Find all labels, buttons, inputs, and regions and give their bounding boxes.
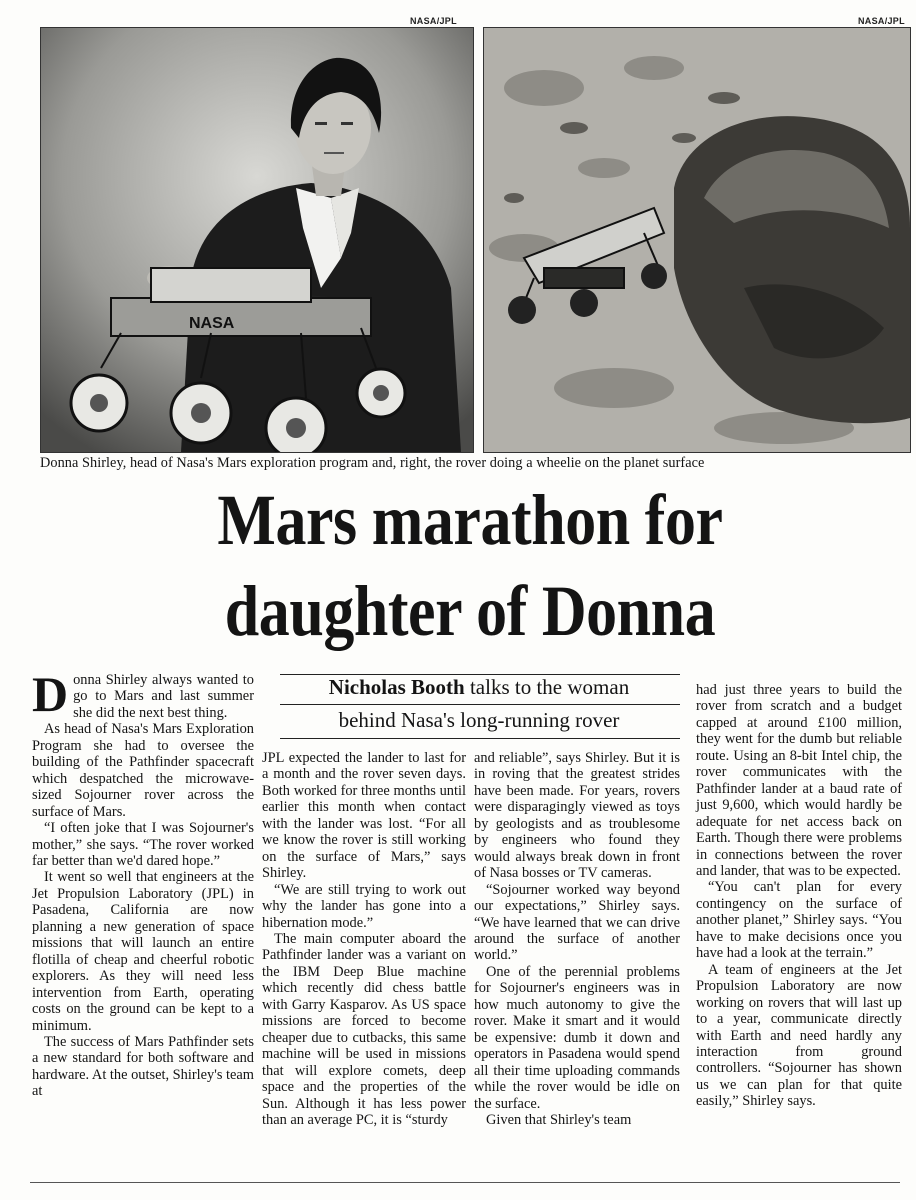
photo-caption: Donna Shirley, head of Nasa's Mars exploration program and, right, the rover doing a wheelie on the planet surface <box>40 455 705 471</box>
article-paragraph: The main computer aboard the Pathfinder lander was a variant on the IBM Deep Blue machine which recently did chess battle with Garry Kasparov. As US space missions are forced to become cheaper due to cutbacks, this same machine will be used in missions that will explore comets, deep space and the properties of the Sun. Although it has less power than an average PC, it is “sturdy <box>262 930 466 1128</box>
byline-line-1 <box>270 675 688 700</box>
article-paragraph: “Sojourner worked way beyond our expectations,” Shirley says. “We have learned that we can drive around the surface of another world.” <box>474 881 680 964</box>
article-paragraph: “You can't plan for every contingency on the surface of another planet,” Shirley says. “You have to make decisions once you have had a look at the terrain.” <box>696 879 902 962</box>
article-column-3 <box>474 750 680 1128</box>
article-column-4 <box>696 682 902 1110</box>
byline-line-2: behind Nasa's long-running rover <box>338 708 620 732</box>
article-paragraph: A team of engineers at the Jet Propulsion Laboratory are now working on rovers that will last up to a year, communicate directly with Earth and need hardly any interaction from ground controllers. “Sojourner has shown us we can plan for that quite easily,” Shirley says. <box>696 961 902 1110</box>
author-name: Nicholas Booth <box>328 675 465 699</box>
article-column-1 <box>32 666 254 1100</box>
drop-cap: D <box>32 666 69 722</box>
article-paragraph: Donna Shirley always wanted to go to Mars and last summer she did the next best thing. <box>32 666 254 722</box>
article-paragraph: had just three years to build the rover from scratch and a budget capped at around £100 million, they went for the dumb but reliable route. Using an 8-bit Intel chip, the rover communicates with the Pathfinder lander at a baud rate of just 9,600, which would hardly be adequate for net access back on Earth. Though there were problems in connections between the rover and lander, that was to be expected. <box>696 682 902 879</box>
article-paragraph: It went so well that engineers at the Jet Propulsion Laboratory (JPL) in Pasadena, California are now planning a new generation of space missions that will launch an entire flotilla of cheap and cheerful robotic explorers. As they will need less intervention from Earth, operating costs on the ground can be kept to a minimum. <box>32 869 254 1034</box>
article-column-2 <box>262 750 466 1128</box>
article-paragraph: Given that Shirley's team <box>486 1111 632 1128</box>
byline-line-1-rest: talks to the woman <box>464 675 630 699</box>
mars-rover-photo <box>483 27 911 453</box>
article-paragraph: The success of Mars Pathfinder sets a new standard for both software and hardware. At the outset, Shirley's team at <box>32 1033 254 1100</box>
article-paragraph: JPL expected the lander to last for a month and the rover seven days. Both worked for three months until earlier this month when contact with the lander was lost. “For all we know the rover is still working on the surface of Mars,” says Shirley. <box>262 750 466 882</box>
bottom-rule <box>30 1182 900 1183</box>
svg-text:NASA: NASA <box>189 315 235 332</box>
photo-credit-right: NASA/JPL <box>858 16 905 26</box>
article-paragraph: One of the perennial problems for Sojourner's engineers was in how much autonomy to give the rover. Make it smart and it would be expensive: dumb it down and operators in Pasadena would spend all their time uploading commands while the rover would be idle on the surface. <box>474 963 680 1112</box>
article-paragraph: “We are still trying to work out why the lander has gone into a hibernation mode.” <box>262 881 466 931</box>
article-paragraph: As head of Nasa's Mars Exploration Program she had to oversee the building of the Pathfinder spacecraft which despatched the microwave-sized Sojourner rover across the surface of Mars. <box>32 721 254 820</box>
photo-credit-left: NASA/JPL <box>410 16 457 26</box>
article-paragraph: and reliable”, says Shirley. But it is in roving that the greatest strides have been made. For years, rovers were disparagingly viewed as toys by geologists and as troublesome by engineers who found they would always break down in front of Nasa bosses or TV cameras. <box>474 750 680 882</box>
byline-rule-middle <box>280 704 680 705</box>
headline-line-1: Mars marathon for <box>217 480 723 560</box>
article-paragraph: “I often joke that I was Sojourner's mother,” she says. “The rover worked far better than we'd dared hope.” <box>32 820 254 869</box>
byline-rule-bottom <box>280 738 680 739</box>
headline-line-2: daughter of Donna <box>224 571 716 651</box>
donna-shirley-photo <box>40 27 474 453</box>
